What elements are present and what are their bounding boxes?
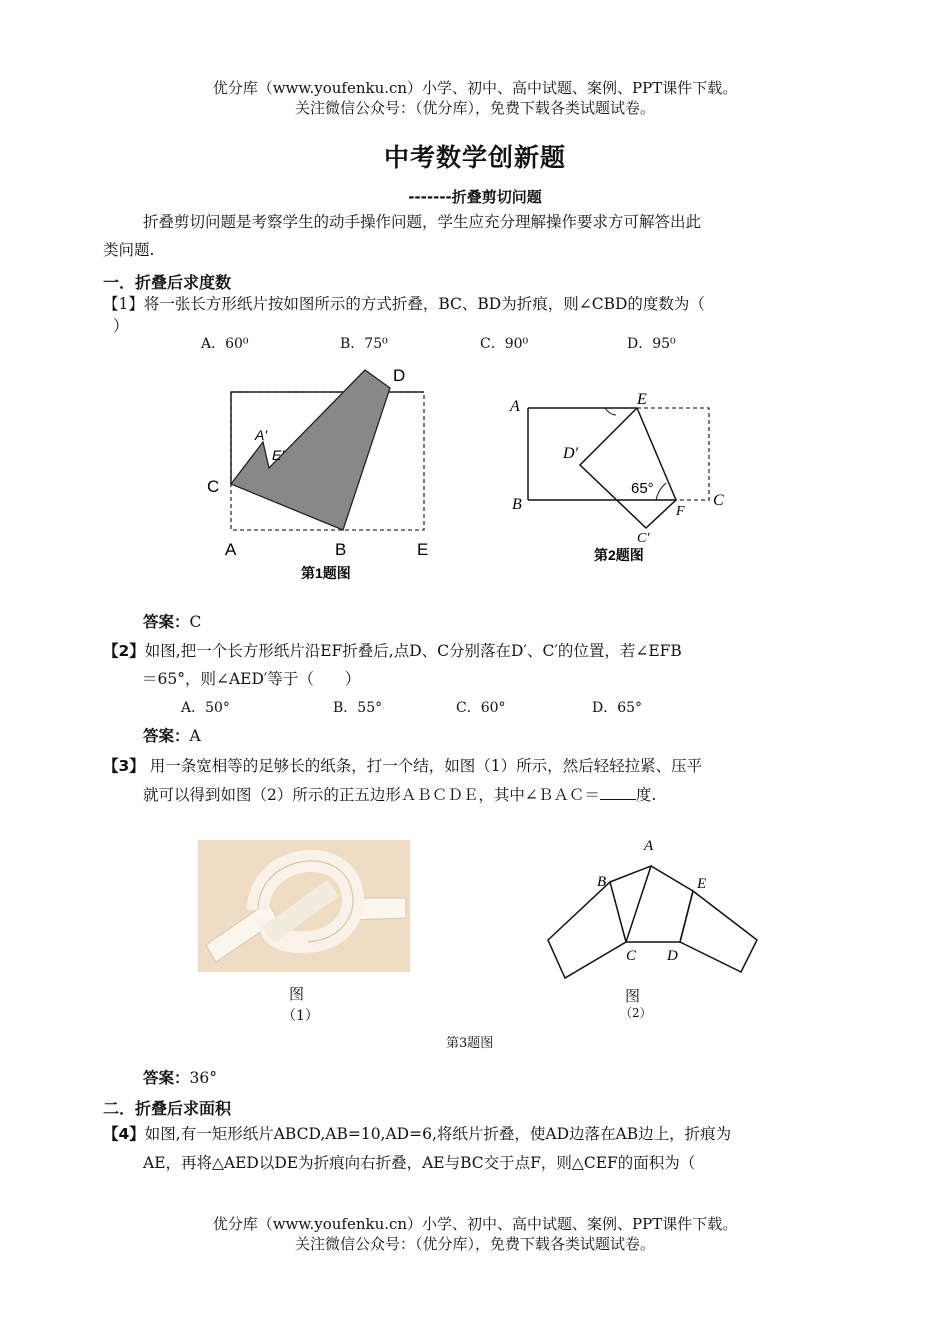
- q1-option-b: B．75⁰: [340, 336, 388, 352]
- q2-answer-label: 答案：: [143, 727, 190, 745]
- intro-line-1: 折叠剪切问题是考察学生的动手操作问题，学生应充分理解操作要求方可解答出此: [143, 213, 702, 231]
- pentagon-edge-ae: [651, 866, 693, 891]
- left-strip: [548, 882, 626, 978]
- footer-line-2: 关注微信公众号：（优分库），免费下载各类试题试卷。: [294, 1235, 655, 1253]
- fig2-caption: 第2题图: [594, 547, 644, 563]
- fig3-label-e: E: [697, 876, 707, 892]
- fig2-label-f: F: [676, 504, 685, 519]
- header-line-1: 优分库（www.youfenku.cn）小学、初中、高中试题、案例、PPT课件下载。: [212, 79, 738, 97]
- intro-line-2: 类问题.: [103, 241, 155, 259]
- fig1-label-e1: E': [272, 447, 285, 463]
- fig1-caption: 第1题图: [301, 565, 351, 581]
- fig2-label-c: C: [713, 492, 724, 509]
- q2-text: [103, 637, 682, 665]
- q2-answer: [143, 722, 201, 750]
- q3-answer-label: 答案：: [143, 1069, 190, 1087]
- fig1-label-d: D: [393, 366, 406, 385]
- fig2-angle-mark-e: [605, 408, 616, 415]
- fig1-label-a1: A': [255, 427, 268, 443]
- figure-3-knot-photo: [198, 840, 410, 972]
- fig2-label-c1: C′: [637, 531, 650, 546]
- q1-number: 【1】: [103, 295, 144, 313]
- fig1-label-c: C: [207, 477, 220, 496]
- q2-option-a: A．50°: [181, 700, 230, 716]
- q3-line-2a: 就可以得到如图（2）所示的正五边形ＡＢＣＤＥ，其中∠ＢＡＣ＝: [143, 786, 600, 804]
- fig1-label-b: B: [335, 540, 347, 559]
- q2-option-d: D．65°: [592, 700, 643, 716]
- q3-number: 【3】: [103, 757, 145, 775]
- header-line-2: 关注微信公众号：（优分库），免费下载各类试题试卷。: [294, 99, 655, 117]
- fig3-label-c: C: [626, 948, 637, 964]
- q2-number: 【2】: [103, 642, 145, 660]
- fig3-caption: 第3题图: [446, 1036, 494, 1051]
- q3-line-1: 用一条宽相等的足够长的纸条，打一个结，如图（1）所示，然后轻轻拉紧、压平: [144, 757, 703, 775]
- q3-text: [103, 752, 702, 780]
- q4-text: [103, 1120, 731, 1148]
- page-title: 中考数学创新题: [383, 143, 566, 172]
- q2-line-1: 如图,把一个长方形纸片沿EF折叠后,点D、C分别落在D′、C′的位置，若∠EFB: [144, 642, 682, 660]
- fig2-angle-65: 65°: [631, 480, 654, 497]
- fig2-label-d1: D′: [563, 445, 579, 462]
- q3-answer: [143, 1064, 217, 1092]
- q2-line-2: ＝65°，则∠AED′等于（ ）: [142, 670, 361, 688]
- fig2-label-e: E: [637, 391, 647, 408]
- q1-option-d: D．95⁰: [627, 336, 676, 352]
- figure-3-pentagon: [540, 830, 765, 990]
- q4-number: 【4】: [103, 1125, 145, 1143]
- fig2-label-b: B: [512, 496, 522, 513]
- fig1-label-a: A: [225, 540, 237, 559]
- q3-answer-blank: [600, 785, 636, 800]
- q4-line-2: AE，再将△AED以DE为折痕向右折叠，AE与BC交于点F，则△CEF的面积为（: [143, 1154, 696, 1172]
- q3-line-2b: 度.: [635, 786, 657, 804]
- section-1-heading: 一．折叠后求度数: [103, 273, 232, 292]
- q2-option-c: C．60°: [456, 700, 506, 716]
- q1-option-c: C．90⁰: [480, 336, 529, 352]
- page-subtitle: -------折叠剪切问题: [408, 188, 542, 206]
- q3-line-2: [143, 781, 656, 809]
- q1-answer-value: C: [189, 613, 202, 631]
- fig2-folded-edges: [580, 408, 676, 528]
- q1-line-1: 将一张长方形纸片按如图所示的方式折叠，BC、BD为折痕，则∠CBD的度数为（: [143, 295, 705, 313]
- figure-1: [195, 360, 455, 590]
- fig2-angle-mark-f: [656, 483, 666, 500]
- q3-answer-value: 36°: [189, 1069, 217, 1087]
- q2-option-b: B．55°: [333, 700, 383, 716]
- q1-answer: [143, 608, 201, 636]
- section-2-heading: 二．折叠后求面积: [103, 1099, 232, 1118]
- q1-text: [103, 290, 705, 318]
- q2-answer-value: A: [189, 727, 201, 745]
- fig3-label-d: D: [667, 948, 678, 964]
- right-strip: [680, 891, 757, 972]
- fig3-caption-1a: 图: [289, 985, 305, 1003]
- fig3-label-b: B: [597, 874, 607, 890]
- fig3-caption-2a: 图: [625, 987, 641, 1005]
- q1-line-2: ）: [113, 317, 129, 335]
- fig2-label-a: A: [510, 398, 520, 415]
- figure-2: [500, 385, 740, 570]
- fig3-label-a: A: [644, 838, 654, 854]
- fig1-folded-shape: [231, 370, 390, 530]
- q1-answer-label: 答案：: [143, 613, 190, 631]
- q1-option-a: A．60⁰: [201, 336, 249, 352]
- fig3-caption-2b: （2）: [620, 1006, 652, 1020]
- footer-line-1: 优分库（www.youfenku.cn）小学、初中、高中试题、案例、PPT课件下载。: [212, 1215, 738, 1233]
- fig1-label-e: E: [417, 540, 429, 559]
- fig3-caption-1b: （1）: [282, 1008, 319, 1024]
- q4-line-1: 如图,有一矩形纸片ABCD,AB=10,AD=6,将纸片折叠，使AD边落在AB边上，折痕为: [144, 1125, 732, 1143]
